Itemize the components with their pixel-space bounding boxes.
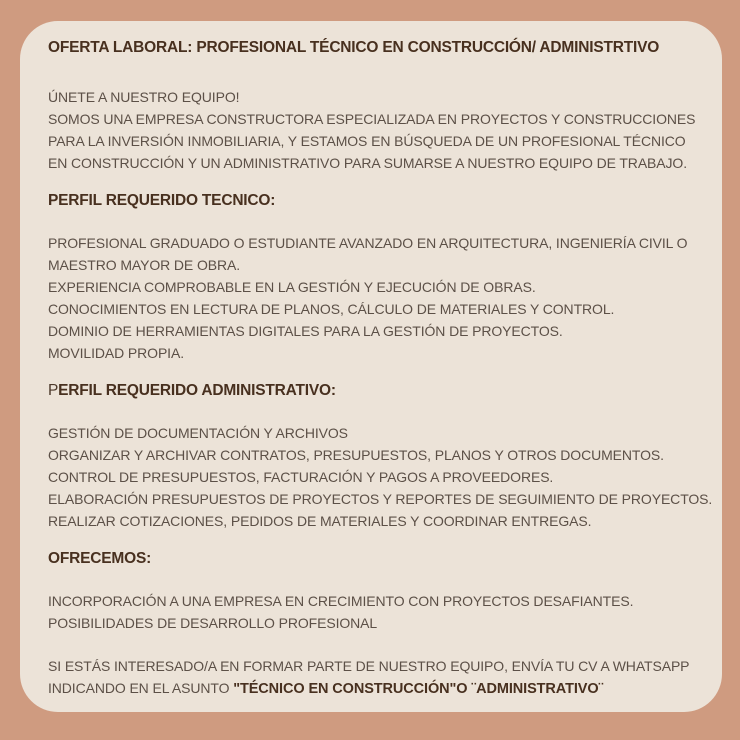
- requirement-line: ELABORACIÓN PRESUPUESTOS DE PROYECTOS Y REPORTES DE SEGUIMIENTO DE PROYECTOS.: [48, 491, 713, 507]
- closing-line-regular: INDICANDO EN EL ASUNTO: [48, 680, 234, 696]
- heading-text: PERFIL REQUERIDO TECNICO:: [48, 192, 276, 209]
- section-body-ofrecemos: [48, 590, 704, 634]
- poster-title: OFERTA LABORAL: PROFESIONAL TÉCNICO EN CONSTRUCCIÓN/ ADMINISTRTIVO: [48, 39, 660, 56]
- requirement-line: EXPERIENCIA COMPROBABLE EN LA GESTIÓN Y EJECUCIÓN DE OBRAS.: [48, 279, 536, 295]
- intro-line: ÚNETE A NUESTRO EQUIPO!: [48, 89, 240, 105]
- intro-line: PARA LA INVERSIÓN INMOBILIARIA, Y ESTAMOS EN BÚSQUEDA DE UN PROFESIONAL TÉCNICO: [48, 133, 686, 149]
- offer-line: INCORPORACIÓN A UNA EMPRESA EN CRECIMIENTO CON PROYECTOS DESAFIANTES.: [48, 593, 634, 609]
- heading-prefix: P: [48, 382, 59, 399]
- section-heading-tecnico: [48, 190, 704, 212]
- requirement-line: ORGANIZAR Y ARCHIVAR CONTRATOS, PRESUPUESTOS, PLANOS Y OTROS DOCUMENTOS.: [48, 447, 664, 463]
- requirement-line: MOVILIDAD PROPIA.: [48, 345, 184, 361]
- requirement-line: REALIZAR COTIZACIONES, PEDIDOS DE MATERIALES Y COORDINAR ENTREGAS.: [48, 513, 592, 529]
- closing-line: SI ESTÁS INTERESADO/A EN FORMAR PARTE DE NUESTRO EQUIPO, ENVÍA TU CV A WHATSAPP: [48, 658, 690, 674]
- intro-paragraph: [48, 86, 704, 174]
- requirement-line: PROFESIONAL GRADUADO O ESTUDIANTE AVANZADO EN ARQUITECTURA, INGENIERÍA CIVIL O: [48, 235, 688, 251]
- closing-paragraph: [48, 655, 704, 700]
- intro-line: EN CONSTRUCCIÓN Y UN ADMINISTRATIVO PARA SUMARSE A NUESTRO EQUIPO DE TRABAJO.: [48, 155, 688, 171]
- requirement-line: GESTIÓN DE DOCUMENTACIÓN Y ARCHIVOS: [48, 425, 348, 441]
- heading-text: ERFIL REQUERIDO ADMINISTRATIVO:: [58, 382, 336, 399]
- job-posting-panel: [20, 21, 722, 712]
- heading-text: OFRECEMOS:: [48, 550, 152, 567]
- section-body-tecnico: [48, 232, 704, 364]
- requirement-line: DOMINIO DE HERRAMIENTAS DIGITALES PARA LA GESTIÓN DE PROYECTOS.: [48, 323, 563, 339]
- requirement-line: MAESTRO MAYOR DE OBRA.: [48, 257, 241, 273]
- closing-bold-subject: "TÉCNICO EN CONSTRUCCIÓN"O ¨ADMINISTRATIVO¨: [233, 681, 604, 697]
- closing-line: [48, 677, 704, 700]
- requirement-line: CONOCIMIENTOS EN LECTURA DE PLANOS, CÁLCULO DE MATERIALES Y CONTROL.: [48, 301, 615, 317]
- requirement-line: CONTROL DE PRESUPUESTOS, FACTURACIÓN Y PAGOS A PROVEEDORES.: [48, 469, 554, 485]
- section-heading-administrativo: [48, 380, 704, 402]
- section-body-administrativo: [48, 422, 713, 532]
- section-heading-ofrecemos: [48, 548, 704, 570]
- offer-line: POSIBILIDADES DE DESARROLLO PROFESIONAL: [48, 615, 378, 631]
- intro-line: SOMOS UNA EMPRESA CONSTRUCTORA ESPECIALIZADA EN PROYECTOS Y CONSTRUCCIONES: [48, 111, 696, 127]
